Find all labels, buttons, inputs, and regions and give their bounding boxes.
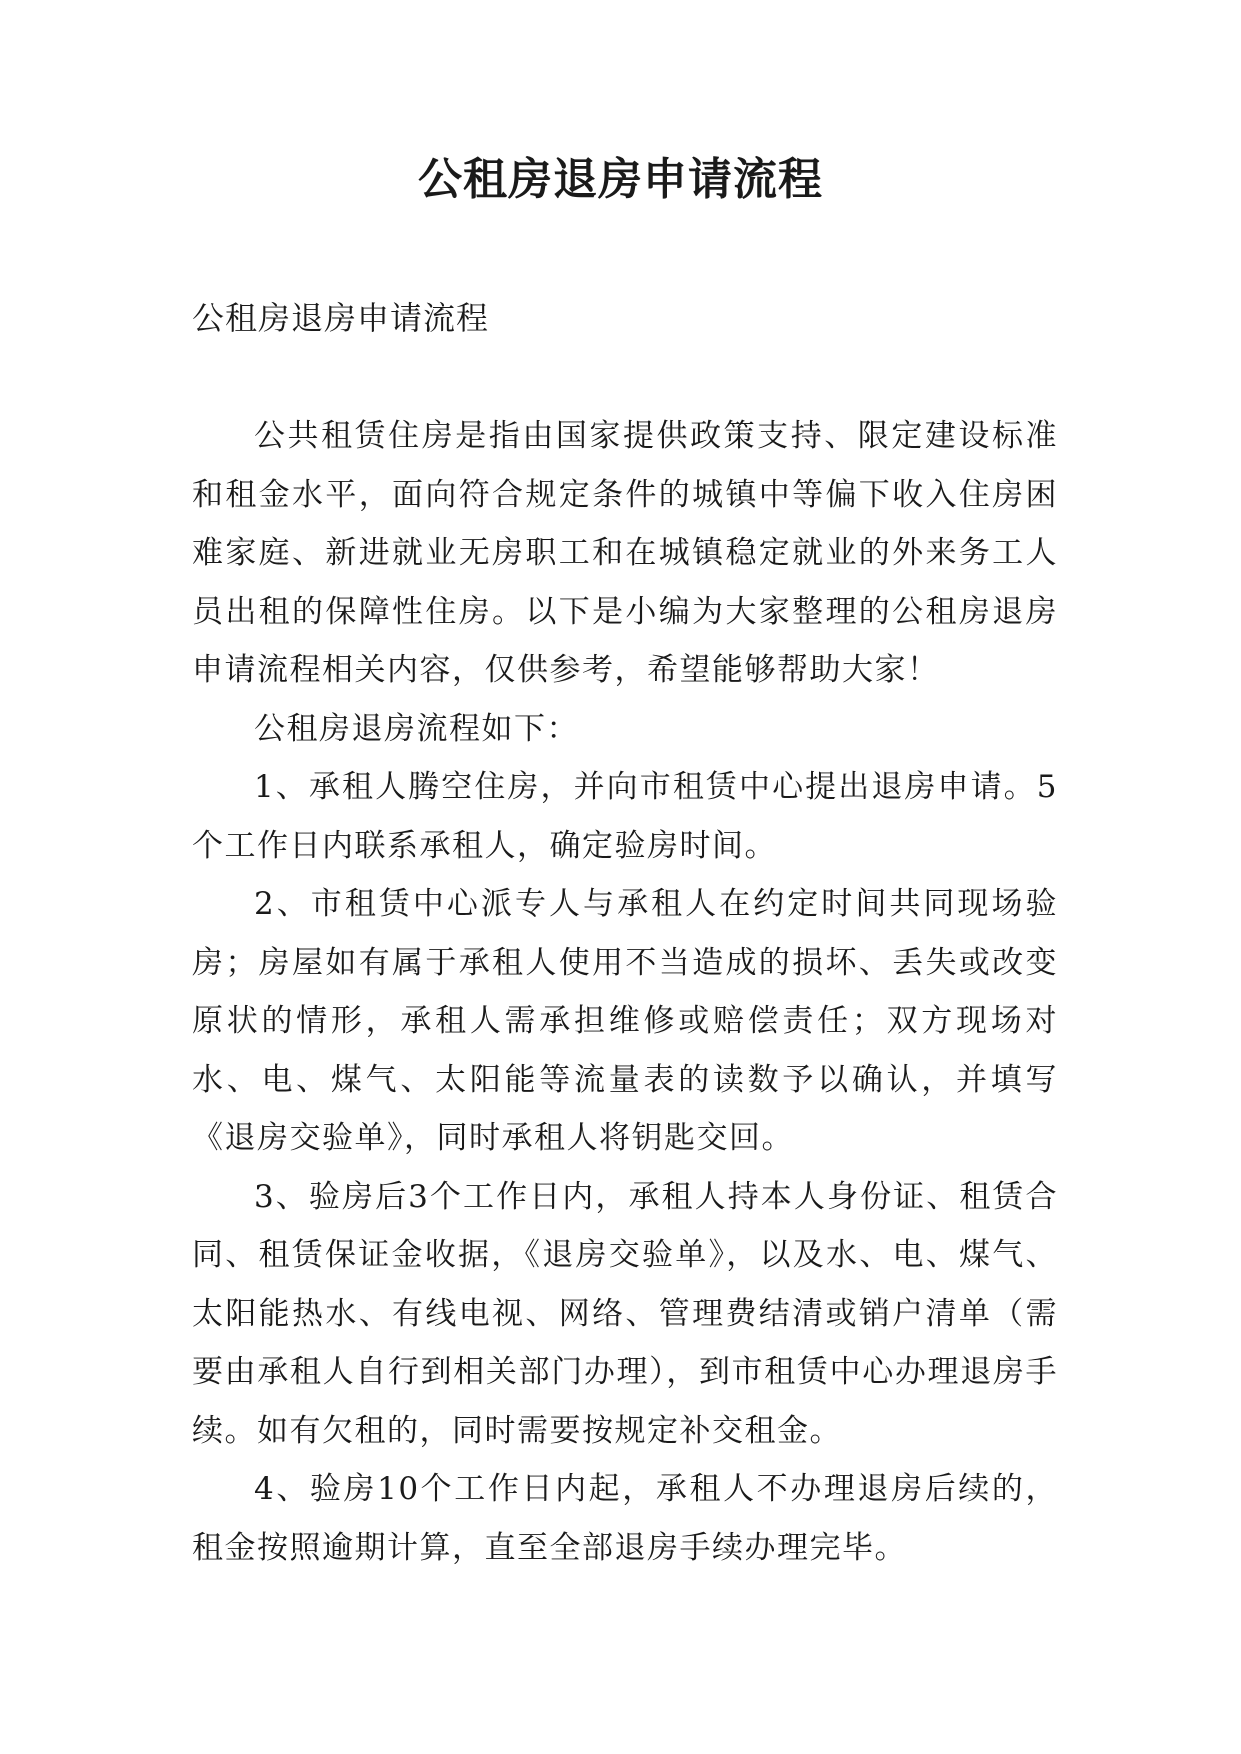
paragraph-process-heading: 公租房退房流程如下： <box>254 710 579 747</box>
paragraph-step-2: 2、市租赁中心派专人与承租人在约定时间共同现场验房；房屋如有属于承租人使用不当造成的损坏、丢失或改变原状的情形，承租人需承担维修或赔偿责任；双方现场对水、电、煤气、太阳能等流量表的读数予以确认，并填写《退房交验单》，同时承租人将钥匙交回。 <box>192 886 1058 1156</box>
paragraph-intro: 公共租赁住房是指由国家提供政策支持、限定建设标准和租金水平，面向符合规定条件的城镇中等偏下收入住房困难家庭、新进就业无房职工和在城镇稳定就业的外来务工人员出租的保障性住房。以下是小编为大家整理的公租房退房申请流程相关内容，仅供参考，希望能够帮助大家！ <box>192 418 1058 688</box>
document-body <box>192 407 1058 1577</box>
document-subtitle: 公租房退房申请流程 <box>192 299 490 337</box>
paragraph-step-3: 3、验房后3个工作日内，承租人持本人身份证、租赁合同、租赁保证金收据，《退房交验单》，以及水、电、煤气、太阳能热水、有线电视、网络、管理费结清或销户清单（需要由承租人自行到相关部门办理），到市租赁中心办理退房手续。如有欠租的，同时需要按规定补交租金。 <box>192 1178 1058 1449</box>
page-title: 公租房退房申请流程 <box>418 154 823 205</box>
paragraph-step-1: 1、承租人腾空住房，并向市租赁中心提出退房申请。5个工作日内联系承租人，确定验房时间。 <box>192 769 1058 864</box>
paragraph-step-4: 4、验房10个工作日内起，承租人不办理退房后续的，租金按照逾期计算，直至全部退房手续办理完毕。 <box>192 1471 1058 1566</box>
